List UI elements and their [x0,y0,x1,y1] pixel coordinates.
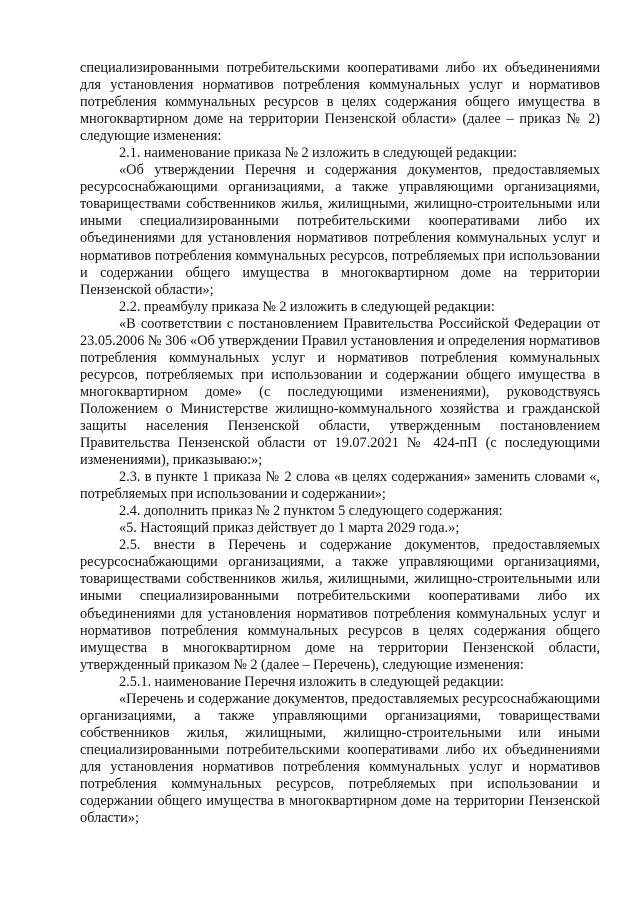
paragraph-2-5-1-quote: «Перечень и содержание документов, предоставляемых ресурсоснабжающими организациями, а также управляющими организациями, товариществами собственников жилья, жилищными, жилищно-строительными или иными специализированными потребительскими кооперативами либо их объединениями для установления нормативов потребления коммунальных услуг и нормативов потребления коммунальных ресурсов, потребляемых при использовании и содержании общего имущества в многоквартирном доме на территории Пензенской области»; [80,690,600,827]
paragraph-2-2-quote: «В соответствии с постановлением Правительства Российской Федерации от 23.05.2006 № 306 «Об утверждении Правил установления и определения нормативов потребления коммунальных услуг и нормативов потребления коммунальных ресурсов, потребляемых при использовании и содержании общего имущества в многоквартирном доме» (с последующими изменениями), руководствуясь Положением о Министерстве жилищно-коммунального хозяйства и гражданской защиты населения Пензенской области, утвержденным постановлением Правительства Пензенской области от 19.07.2021 № 424-пП (с последующими изменениями), приказываю:»; [80,315,600,469]
paragraph-2-5-1: 2.5.1. наименование Перечня изложить в следующей редакции: [119,673,504,690]
paragraph-2-3: 2.3. в пункте 1 приказа № 2 слова «в целях содержания» заменить словами «, потребляемых при использовании и содержании»; [80,469,600,503]
paragraph-2-4: 2.4. дополнить приказ № 2 пунктом 5 следующего содержания: [119,503,503,520]
paragraph-2-2: 2.2. преамбулу приказа № 2 изложить в следующей редакции: [119,298,495,315]
paragraph-2-1: 2.1. наименование приказа № 2 изложить в следующей редакции: [119,145,517,162]
paragraph-intro-continuation: специализированными потребительскими кооперативами либо их объединениями для установления нормативов потребления коммунальных услуг и нормативов потребления коммунальных ресурсов в целях содержания общего имущества в многоквартирном доме на территории Пензенской области» (далее – приказ № 2) следующие изменения: [80,60,600,145]
paragraph-2-5: 2.5. внести в Перечень и содержание документов, предоставляемых ресурсоснабжающими организациями, а также управляющими организациями, товариществами собственников жилья, жилищными, жилищно-строительными или иными специализированными потребительскими кооперативами либо их объединениями для установления нормативов потребления коммунальных услуг и нормативов потребления коммунальных ресурсов в целях содержания общего имущества в многоквартирном доме на территории Пензенской области, утвержденный приказом № 2 (далее – Перечень), следующие изменения: [80,537,600,673]
document-page [80,60,600,827]
paragraph-2-1-quote: «Об утверждении Перечня и содержания документов, предоставляемых ресурсоснабжающими организациями, а также управляющими организациями, товариществами собственников жилья, жилищными, жилищно-строительными или иными специализированными потребительскими кооперативами либо их объединениями для установления нормативов потребления коммунальных услуг и нормативов потребления коммунальных ресурсов, потребляемых при использовании и содержании общего имущества в многоквартирном доме на территории Пензенской области»; [80,162,600,298]
paragraph-2-4-quote: «5. Настоящий приказ действует до 1 марта 2029 года.»; [119,520,460,537]
